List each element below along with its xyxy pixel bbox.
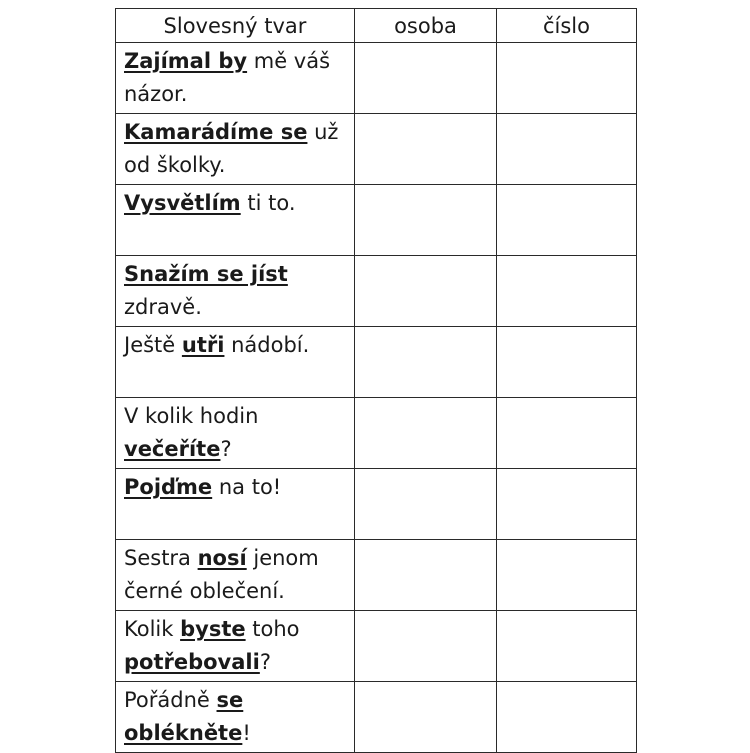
- table-row: [116, 114, 637, 185]
- sentence-text: jenom černé oblečení.: [124, 546, 319, 603]
- number-answer-cell[interactable]: [497, 43, 637, 114]
- header-person: osoba: [355, 9, 497, 43]
- sentence-cell: [116, 256, 355, 327]
- sentence-text: toho: [245, 617, 300, 641]
- sentence-text: Ještě: [124, 333, 182, 357]
- exercise-table: [115, 8, 637, 753]
- number-answer-cell[interactable]: [497, 114, 637, 185]
- verb-form: byste: [180, 617, 246, 641]
- person-answer-cell[interactable]: [355, 114, 497, 185]
- verb-form: utři: [181, 333, 225, 357]
- header-row: [116, 9, 637, 43]
- table-row: [116, 43, 637, 114]
- verb-form: Zajímal by: [124, 49, 248, 73]
- person-answer-cell[interactable]: [355, 43, 497, 114]
- sentence-text: Pořádně: [124, 688, 217, 712]
- sentence-text: zdravě.: [124, 295, 202, 319]
- person-answer-cell[interactable]: [355, 185, 497, 256]
- number-answer-cell[interactable]: [497, 327, 637, 398]
- header-verb-form: Slovesný tvar: [116, 9, 355, 43]
- sentence-text: ti to.: [240, 191, 296, 215]
- sentence-cell: [116, 540, 355, 611]
- sentence-text: ?: [220, 437, 232, 461]
- table-row: [116, 611, 637, 682]
- verb-form: večeříte: [124, 437, 221, 461]
- number-answer-cell[interactable]: [497, 682, 637, 753]
- table-row: [116, 682, 637, 753]
- sentence-text: mě váš názor.: [124, 49, 331, 106]
- header-number: číslo: [497, 9, 637, 43]
- verb-form: Pojďme: [124, 475, 213, 499]
- number-answer-cell[interactable]: [497, 398, 637, 469]
- verb-form: Kamarádíme se: [124, 120, 308, 144]
- table-row: [116, 540, 637, 611]
- sentence-cell: [116, 114, 355, 185]
- table-row: [116, 256, 637, 327]
- sentence-cell: [116, 398, 355, 469]
- person-answer-cell[interactable]: [355, 540, 497, 611]
- sentence-text: už od školky.: [124, 120, 339, 177]
- table-row: [116, 327, 637, 398]
- sentence-cell: [116, 611, 355, 682]
- person-answer-cell[interactable]: [355, 398, 497, 469]
- sentence-text: na to!: [212, 475, 282, 499]
- number-answer-cell[interactable]: [497, 469, 637, 540]
- sentence-text: ?: [259, 650, 271, 674]
- table-row: [116, 398, 637, 469]
- verb-form: potřebovali: [124, 650, 260, 674]
- sentence-cell: [116, 43, 355, 114]
- sentence-text: V kolik hodin: [124, 404, 259, 428]
- table-body: [116, 43, 637, 753]
- number-answer-cell[interactable]: [497, 256, 637, 327]
- table-row: [116, 469, 637, 540]
- verb-form: Snažím se jíst: [124, 262, 288, 286]
- verb-form: se: [216, 688, 244, 712]
- number-answer-cell[interactable]: [497, 185, 637, 256]
- sentence-text: !: [242, 721, 251, 745]
- sentence-cell: [116, 327, 355, 398]
- sentence-cell: [116, 682, 355, 753]
- sentence-text: nádobí.: [224, 333, 310, 357]
- number-answer-cell[interactable]: [497, 540, 637, 611]
- verb-form: Vysvětlím: [124, 191, 241, 215]
- person-answer-cell[interactable]: [355, 256, 497, 327]
- person-answer-cell[interactable]: [355, 611, 497, 682]
- number-answer-cell[interactable]: [497, 611, 637, 682]
- person-answer-cell[interactable]: [355, 682, 497, 753]
- sentence-text: Kolik: [124, 617, 181, 641]
- table-row: [116, 185, 637, 256]
- sentence-cell: [116, 185, 355, 256]
- verb-form: nosí: [197, 546, 247, 570]
- person-answer-cell[interactable]: [355, 327, 497, 398]
- verb-form: oblékněte: [124, 721, 243, 745]
- person-answer-cell[interactable]: [355, 469, 497, 540]
- sentence-cell: [116, 469, 355, 540]
- sentence-text: Sestra: [124, 546, 198, 570]
